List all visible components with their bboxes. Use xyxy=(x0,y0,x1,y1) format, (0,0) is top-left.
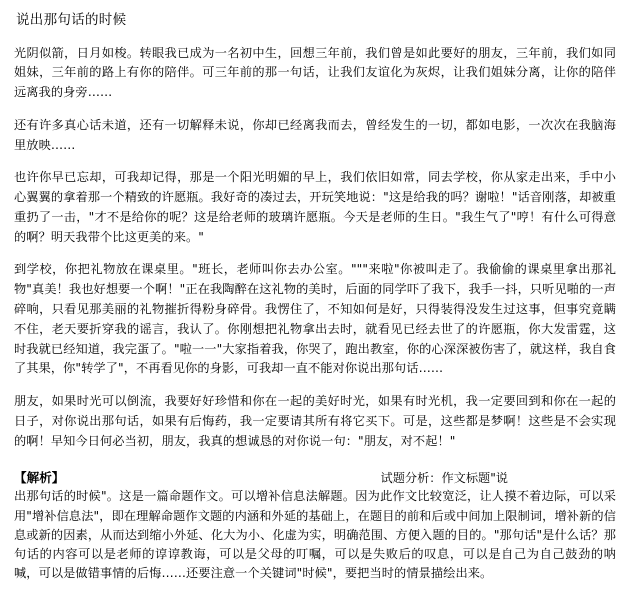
analysis-header xyxy=(14,467,616,486)
analysis-text: 出那句话的时候"。这是一篇命题作文。可以增补信息法解题。因为此作文比较宽泛，让人摸不着边际，可以采用"增补信息法"，即在理解命题作文题的内涵和外延的基础上，在题目的前和后或中间加上限制词，增补新的信息或新的因素，从而达到缩小外延、化大为小、化虚为实，明确范围、方便入题的目的。"那句话"是什么话？那句话的内容可以是老师的谆谆教诲，可以是父母的叮嘱，可以是失败后的叹息，可以是自己为自己鼓劲的呐喊，可以是做错事情的后悔……还要注意一个关键词"时候"，要把当时的情景描绘出来。 xyxy=(14,489,616,581)
analysis-label: 【解析】 xyxy=(14,470,65,486)
essay-paragraph: 光阴似箭，日月如梭。转眼我已成为一名初中生，回想三年前，我们曾是如此要好的朋友，三年前，我们如同姐妹，三年前的路上有你的陪伴。可三年前的那一句话，让我们友谊化为灰烬，让我们姐妹分离，让你的陪伴远离我的身旁…… xyxy=(14,45,616,100)
essay-paragraph: 还有许多真心话未道，还有一切解释未说，你却已经离我而去，曾经发生的一切，都如电影，一次次在我脑海里放映…… xyxy=(14,117,616,152)
analysis-subtitle: 试题分析：作文标题"说 xyxy=(380,471,508,486)
essay-paragraph: 朋友，如果时光可以倒流，我要好好珍惜和你在一起的美好时光，如果有时光机，我一定要回到和你在一起的日子，对你说出那句话，如果有后悔药，我一定要请其所有将它买下。可是，这些都是梦啊！这些是不会实现的啊！早知今日何必当初，朋友，我真的想诚恳的对你说一句："朋友，对不起！" xyxy=(14,394,616,448)
essay-body xyxy=(14,44,616,452)
page-title: 说出那句话的时候 xyxy=(16,12,127,28)
essay-paragraph: 到学校，你把礼物放在课桌里。"班长，老师叫你去办公室。"""来啦"你被叫走了。我偷偷的课桌里拿出那礼物"真美！我也好想要一个啊！"正在我陶醉在这礼物的美时，后面的同学吓了我下，我手一抖，只听见啪的一声碎响，只看见那美丽的礼物摧折得粉身碎骨。我愣住了，不知如何是好，只得装得没发生过这事，但事究竟瞒不住，老天要折穿我的谣言，我认了。你刚想把礼物拿出去时，就看见已经去世了的许愿瓶，你大发雷霆，这时我就已经知道，我完蛋了。"啦一一"大家指着我，你哭了，跑出教室，你的心深深被伤害了，就这样，我自食了其果，你"转学了"，不再看见你的身影，可我却一直不能对你说出那句话…… xyxy=(14,262,616,376)
essay-paragraph: 也许你早已忘却，可我却记得，那是一个阳光明媚的早上，我们依旧如常，同去学校，你从家走出来，手中小心翼翼的拿着那一个精致的许愿瓶。我好奇的凑过去，开玩笑地说："这是给我的吗？谢啦！"话音刚落，却被重重扔了一击，"才不是给你的呢？这是给老师的玻璃许愿瓶。今天是老师的生日。"我生气了"哼！有什么可得意的啊？明天我带个比这更美的来。" xyxy=(14,170,616,244)
